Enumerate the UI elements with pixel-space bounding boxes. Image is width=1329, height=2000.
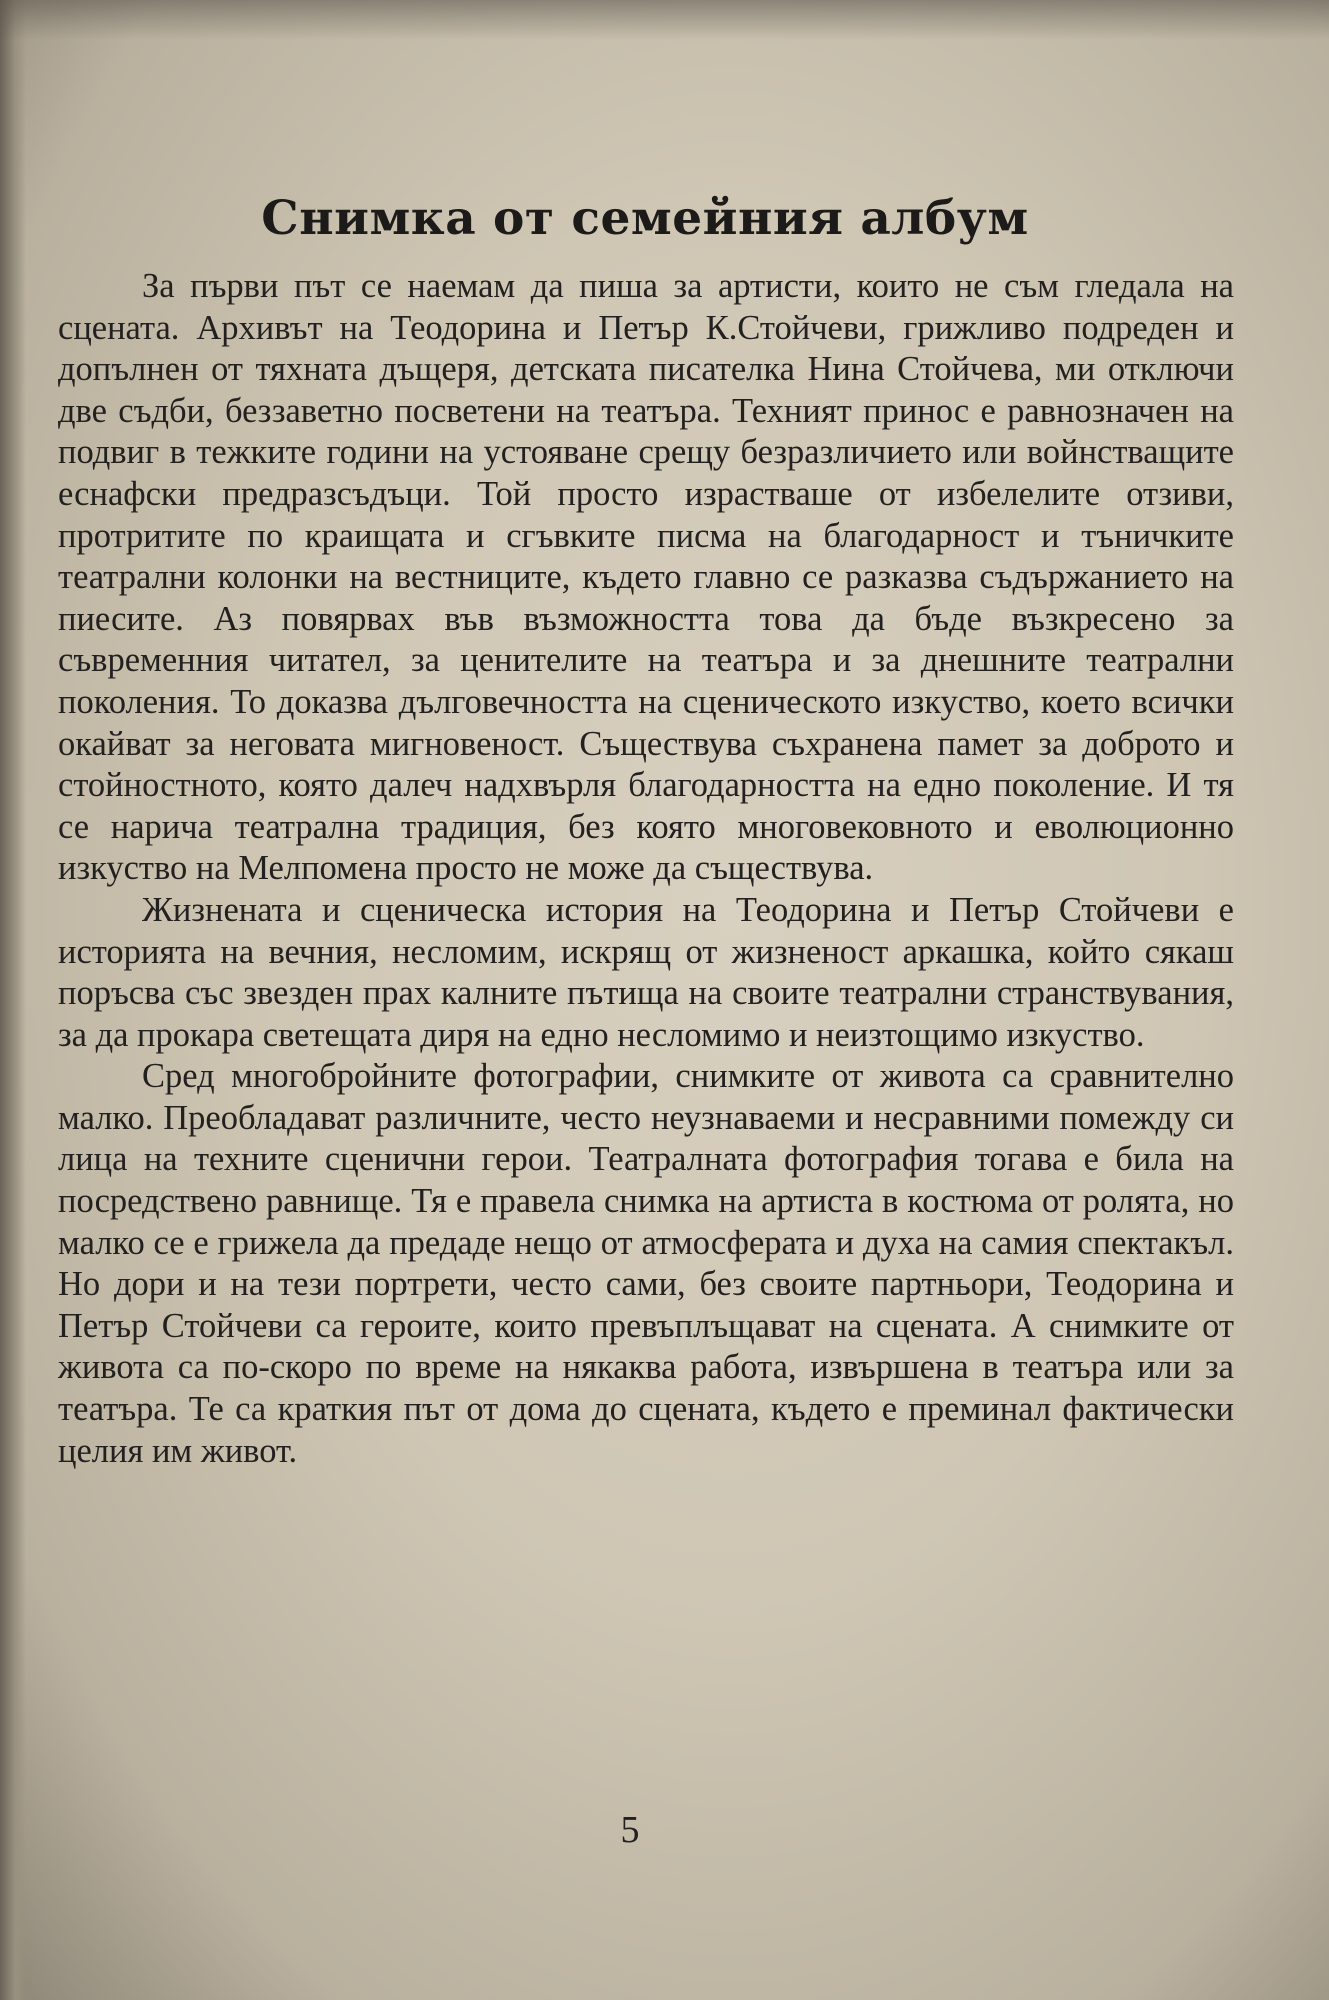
page-title: Снимка от семейния албум <box>261 191 1029 247</box>
paragraph: Жизнената и сценическа история на Теодорина и Петър Стойчеви е историята на вечния, несломим, искрящ от жизненост аркашка, който сякаш поръсва със звезден прах калните пътища на своите театрални странствувания, за да прокара светещата диря на едно несломимо и неизтощимо изкуство. <box>58 890 1234 1054</box>
page-number: 5 <box>620 1809 640 1851</box>
page-top-shadow <box>0 0 1329 40</box>
paragraph: За първи път се наемам да пиша за артисти, които не съм гледала на сцената. Архивът на Теодорина и Петър К.Стойчеви, грижливо подреден и допълнен от тяхната дъщеря, детската писателка Нина Стойчева, ми отключи две съдби, беззаветно посветени на театъра. Техният принос е равнозначен на подвиг в тежките години на устояване срещу безразличието или войнстващите еснафски предразсъдъци. Той просто израстваше от избелелите отзиви, протритите по краищата и сгъвките писма на благодарност и тъничките театрални колонки на вестниците, където главно се разказва съдържанието на пиесите. Аз повярвах във възможността това да бъде възкресено за съвременния читател, за ценителите на театъра и за днешните театрални поколения. То доказва дълговечността на сценическото изкуство, което всички окайват за неговата мигновеност. Съществува съхранена памет за доброто и стойностното, която далеч надхвърля благодарността на едно поколение. И тя се нарича театрална традиция, без която многовековното и еволюционно изкуство на Мелпомена просто не може да съществува. <box>58 267 1234 888</box>
paragraph: Сред многобройните фотографии, снимките от живота са сравнително малко. Преобладават различните, често неузнаваеми и несравними помежду си лица на техните сценични герои. Театралната фотография тогава е била на посредствено равнище. Тя е правела снимка на артиста в костюма от ролята, но малко се е грижела да предаде нещо от атмосферата и духа на самия спектакъл. Но дори и на тези портрети, често сами, без своите партньори, Теодорина и Петър Стойчеви са героите, които превъплъщават на сцената. А снимките от живота са по-скоро по време на някаква работа, извършена в театъра или за театъра. Те са краткия път от дома до сцената, където е преминал фактически целия им живот. <box>58 1057 1234 1470</box>
page-binding-shadow <box>0 0 26 2000</box>
body-text <box>58 266 1234 1472</box>
